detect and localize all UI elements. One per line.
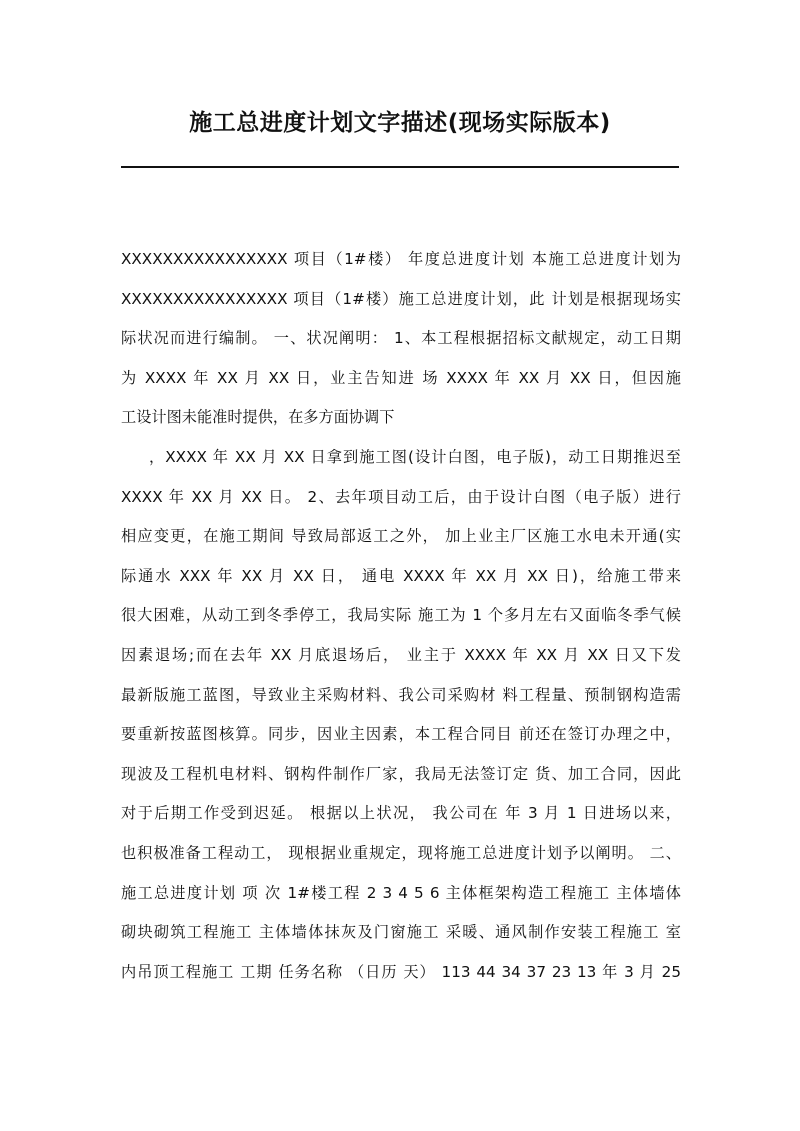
document-body xyxy=(121,240,681,992)
body-line: 很大困难，从动工到冬季停工，我局实际 施工为 1 个多月左右又面临冬季气候 xyxy=(121,606,681,625)
body-line: 为 XXXX 年 XX 月 XX 日，业主告知进 场 XXXX 年 XX 月 XX 日，但因施 xyxy=(121,368,681,387)
document-title: 施工总进度计划文字描述(现场实际版本) xyxy=(189,110,611,136)
body-line: 因素退场;而在去年 XX 月底退场后， 业主于 XXXX 年 XX 月 XX 日又下发 xyxy=(121,645,681,664)
body-line: 砌块砌筑工程施工 主体墙体抹灰及门窗施工 采暖、通风制作安装工程施工 室 xyxy=(121,923,681,942)
body-line: 内吊顶工程施工 工期 任务名称 （日历 天） 113 44 34 37 23 13 年 3 月 25 xyxy=(121,962,681,981)
body-line: XXXX 年 XX 月 XX 日。 2、去年项目动工后，由于设计白图（电子版）进行 xyxy=(121,487,681,506)
body-line: 最新版施工蓝图，导致业主采购材料、我公司采购材 料工程量、预制钢构造需 xyxy=(121,685,681,704)
body-line: 际状况而进行编制。 一、状况阐明： 1、本工程根据招标文献规定，动工日期 xyxy=(121,329,681,348)
body-line: 也积极准备工程动工， 现根据业重规定，现将施工总进度计划予以阐明。 二、 xyxy=(121,843,681,862)
body-line: XXXXXXXXXXXXXXXX 项目（1#楼） 年度总进度计划 本施工总进度计划为 xyxy=(121,250,681,268)
body-line: 工设计图未能准时提供，在多方面协调下 xyxy=(121,408,395,427)
body-line: ，XXXX 年 XX 月 XX 日拿到施工图(设计白图，电子版)，动工日期推迟至 xyxy=(149,447,681,466)
body-line: 要重新按蓝图核算。同步，因业主因素，本工程合同目 前还在签订办理之中， xyxy=(121,725,681,744)
body-line: 相应变更，在施工期间 导致局部返工之外， 加上业主厂区施工水电未开通(实 xyxy=(121,527,681,546)
body-line: 际通水 XXX 年 XX 月 XX 日， 通电 XXXX 年 XX 月 XX 日)，给施工带来 xyxy=(121,566,681,585)
body-line: 对于后期工作受到迟延。 根据以上状况， 我公司在 年 3 月 1 日进场以来， xyxy=(121,804,681,823)
title-divider xyxy=(121,166,679,168)
body-line: 施工总进度计划 项 次 1#楼工程 2 3 4 5 6 主体框架构造工程施工 主体墙体 xyxy=(121,883,681,902)
body-line: XXXXXXXXXXXXXXXX 项目（1#楼）施工总进度计划，此 计划是根据现场实 xyxy=(121,289,681,308)
body-line: 现波及工程机电材料、钢构件制作厂家，我局无法签订定 货、加工合同，因此 xyxy=(121,764,681,783)
